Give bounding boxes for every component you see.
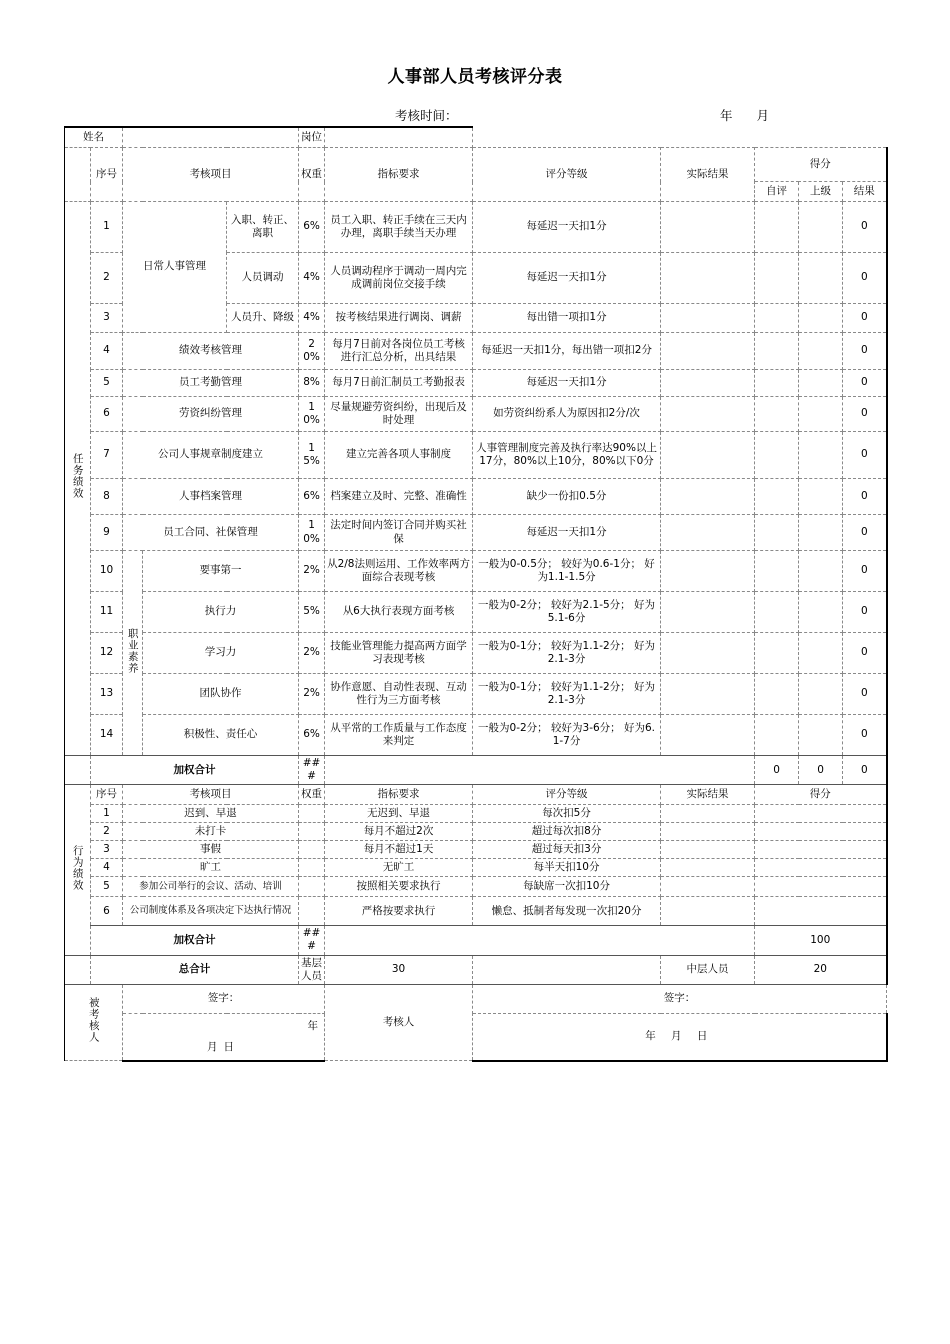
row-no: 7 xyxy=(91,432,123,479)
assessment-date-label: 考核时间： xyxy=(395,108,458,123)
row-no: 2 xyxy=(91,823,123,841)
row-actual[interactable] xyxy=(661,253,755,304)
row-item: 要事第一 xyxy=(143,551,299,592)
row-actual[interactable] xyxy=(661,715,755,756)
row-weight: 20% xyxy=(299,333,325,370)
row-grade: 超过每次扣8分 xyxy=(473,823,661,841)
behavior-header-row xyxy=(65,785,887,805)
row-item: 员工合同、社保管理 xyxy=(123,515,299,551)
row-result-score: 0 xyxy=(843,304,887,333)
row-no: 8 xyxy=(91,479,123,515)
post-label: 岗位 xyxy=(299,127,325,148)
row-score[interactable] xyxy=(755,877,887,897)
row-requirement: 每月不超过1天 xyxy=(325,841,473,859)
task-subtotal-blank xyxy=(325,756,755,785)
row-self-score[interactable] xyxy=(755,333,799,370)
page-title: 人事部人员考核评分表 xyxy=(387,67,563,87)
row-item: 参加公司举行的会议、活动、培训 xyxy=(123,877,299,897)
row-actual[interactable] xyxy=(661,805,755,823)
header-item: 考核项目 xyxy=(123,148,299,202)
row-grade: 每缺席一次扣10分 xyxy=(473,877,661,897)
header-self: 自评 xyxy=(755,182,799,202)
row-actual[interactable] xyxy=(661,370,755,397)
assessee-label: 被考核人 xyxy=(65,984,123,1061)
table-row xyxy=(65,333,887,370)
identity-blank-end xyxy=(843,127,887,148)
row-actual[interactable] xyxy=(661,202,755,253)
row-grade: 每延迟一天扣1分，每出错一项扣2分 xyxy=(473,333,661,370)
row-no: 3 xyxy=(91,841,123,859)
row-item: 人员调动 xyxy=(227,253,299,304)
row-superior-score[interactable] xyxy=(799,370,843,397)
row-no: 14 xyxy=(91,715,123,756)
table-row xyxy=(65,515,887,551)
row-grade: 每出错一项扣1分 xyxy=(473,304,661,333)
row-item: 绩效考核管理 xyxy=(123,333,299,370)
row-grade: 每半天扣10分 xyxy=(473,859,661,877)
table-row xyxy=(65,551,887,592)
task-subtotal-result: 0 xyxy=(843,756,887,785)
assessor-ymd: 年 月 日 xyxy=(645,1030,714,1043)
row-result-score: 0 xyxy=(843,432,887,479)
row-weight: 6% xyxy=(299,479,325,515)
row-score[interactable] xyxy=(755,859,887,877)
row-superior-score[interactable] xyxy=(799,551,843,592)
row-score[interactable] xyxy=(755,805,887,823)
behavior-header-grade: 评分等级 xyxy=(473,785,661,805)
header-result: 结果 xyxy=(843,182,887,202)
row-item: 人员升、降级 xyxy=(227,304,299,333)
row-score[interactable] xyxy=(755,897,887,926)
row-weight: 10% xyxy=(299,397,325,432)
row-grade: 一般为0-2分； 较好为3-6分； 好为6.1-7分 xyxy=(473,715,661,756)
row-self-score[interactable] xyxy=(755,715,799,756)
grand-total-row xyxy=(65,955,887,984)
row-requirement: 从2/8法则运用、工作效率两方面综合表现考核 xyxy=(325,551,473,592)
row-result-score: 0 xyxy=(843,515,887,551)
row-weight: 4% xyxy=(299,253,325,304)
row-self-score[interactable] xyxy=(755,202,799,253)
row-actual[interactable] xyxy=(661,841,755,859)
name-value[interactable] xyxy=(123,127,299,148)
row-requirement: 尽量规避劳资纠纷，出现后及时处理 xyxy=(325,397,473,432)
row-superior-score[interactable] xyxy=(799,397,843,432)
row-superior-score[interactable] xyxy=(799,333,843,370)
header-grade: 评分等级 xyxy=(473,148,661,202)
row-no: 6 xyxy=(91,397,123,432)
row-no: 5 xyxy=(91,877,123,897)
row-no: 12 xyxy=(91,633,123,674)
table-row xyxy=(65,715,887,756)
row-grade: 每次扣5分 xyxy=(473,805,661,823)
row-item: 公司制度体系及各项决定下达执行情况 xyxy=(123,897,299,926)
row-item: 执行力 xyxy=(143,592,299,633)
row-requirement: 员工入职、转正手续在三天内办理，离职手续当天办理 xyxy=(325,202,473,253)
row-weight xyxy=(299,823,325,841)
row-score[interactable] xyxy=(755,841,887,859)
row-result-score: 0 xyxy=(843,397,887,432)
table-row xyxy=(65,202,887,253)
table-row xyxy=(65,805,887,823)
row-requirement: 建立完善各项人事制度 xyxy=(325,432,473,479)
behavior-subtotal-blank xyxy=(325,926,755,955)
row-item: 学习力 xyxy=(143,633,299,674)
row-requirement: 每月7日前汇制员工考勤报表 xyxy=(325,370,473,397)
row-actual[interactable] xyxy=(661,859,755,877)
signature-row-bottom xyxy=(65,1013,887,1061)
row-self-score[interactable] xyxy=(755,479,799,515)
grand-total-level1-label: 基层人员 xyxy=(299,955,325,984)
row-grade: 每延迟一天扣1分 xyxy=(473,202,661,253)
row-no: 11 xyxy=(91,592,123,633)
grand-total-spacer xyxy=(65,955,91,984)
assessee-month-day: 月日 xyxy=(207,1040,241,1053)
identity-row xyxy=(65,127,887,148)
behavior-header-requirement: 指标要求 xyxy=(325,785,473,805)
row-result-score: 0 xyxy=(843,592,887,633)
row-grade: 如劳资纠纷系人为原因扣2分/次 xyxy=(473,397,661,432)
header-no: 序号 xyxy=(91,148,123,202)
assessee-year: 年 xyxy=(307,1019,319,1032)
row-weight: 6% xyxy=(299,202,325,253)
row-superior-score[interactable] xyxy=(799,515,843,551)
table-row xyxy=(65,370,887,397)
row-no: 10 xyxy=(91,551,123,592)
table-row xyxy=(65,841,887,859)
row-actual[interactable] xyxy=(661,592,755,633)
table-row xyxy=(65,479,887,515)
row-item: 员工考勤管理 xyxy=(123,370,299,397)
row-grade: 一般为0-1分； 较好为1.1-2分； 好为2.1-3分 xyxy=(473,674,661,715)
evaluation-table xyxy=(64,126,888,1062)
row-no: 1 xyxy=(91,805,123,823)
row-weight xyxy=(299,841,325,859)
behavior-subtotal-row xyxy=(65,926,887,955)
row-result-score: 0 xyxy=(843,633,887,674)
row-item: 迟到、早退 xyxy=(123,805,299,823)
row-no: 5 xyxy=(91,370,123,397)
table-row xyxy=(65,674,887,715)
table-row xyxy=(65,397,887,432)
grand-total-mid-blank xyxy=(473,955,661,984)
row-no: 6 xyxy=(91,897,123,926)
row-actual[interactable] xyxy=(661,479,755,515)
row-weight: 5% xyxy=(299,592,325,633)
table-row xyxy=(65,633,887,674)
row-self-score[interactable] xyxy=(755,397,799,432)
row-item: 公司人事规章制度建立 xyxy=(123,432,299,479)
row-item: 未打卡 xyxy=(123,823,299,841)
row-result-score: 0 xyxy=(843,333,887,370)
row-self-score[interactable] xyxy=(755,515,799,551)
behavior-subtotal-label: 加权合计 xyxy=(91,926,299,955)
row-self-score[interactable] xyxy=(755,592,799,633)
row-superior-score[interactable] xyxy=(799,633,843,674)
row-superior-score[interactable] xyxy=(799,432,843,479)
row-no: 3 xyxy=(91,304,123,333)
task-subtotal-label: 加权合计 xyxy=(91,756,299,785)
behavior-header-actual: 实际结果 xyxy=(661,785,755,805)
row-result-score: 0 xyxy=(843,253,887,304)
row-actual[interactable] xyxy=(661,333,755,370)
row-superior-score[interactable] xyxy=(799,715,843,756)
row-self-score[interactable] xyxy=(755,551,799,592)
row-requirement: 按照相关要求执行 xyxy=(325,877,473,897)
grand-total-label: 总合计 xyxy=(91,955,299,984)
assessor-sign-label: 签字： xyxy=(473,984,887,1013)
row-requirement: 法定时间内签订合同并购买社保 xyxy=(325,515,473,551)
row-grade: 每延迟一天扣1分 xyxy=(473,253,661,304)
row-result-score: 0 xyxy=(843,370,887,397)
row-grade: 一般为0-0.5分； 较好为0.6-1分； 好为1.1-1.5分 xyxy=(473,551,661,592)
name-label: 姓名 xyxy=(65,127,123,148)
row-requirement: 每月7日前对各岗位员工考核进行汇总分析，出具结果 xyxy=(325,333,473,370)
row-item: 团队协作 xyxy=(143,674,299,715)
row-superior-score[interactable] xyxy=(799,304,843,333)
row-actual[interactable] xyxy=(661,823,755,841)
row-self-score[interactable] xyxy=(755,674,799,715)
row-requirement: 人员调动程序于调动一周内完成调前岗位交接手续 xyxy=(325,253,473,304)
grand-total-level2-label: 中层人员 xyxy=(661,955,755,984)
row-self-score[interactable] xyxy=(755,304,799,333)
header-requirement: 指标要求 xyxy=(325,148,473,202)
row-group-professional-quality: 职业素养 xyxy=(123,551,143,756)
row-grade: 每延迟一天扣1分 xyxy=(473,370,661,397)
row-weight: 2% xyxy=(299,551,325,592)
table-row xyxy=(65,859,887,877)
row-item: 事假 xyxy=(123,841,299,859)
row-actual[interactable] xyxy=(661,304,755,333)
assessment-year-month: 年 月 xyxy=(720,108,779,123)
row-no: 9 xyxy=(91,515,123,551)
row-actual[interactable] xyxy=(661,877,755,897)
row-weight xyxy=(299,859,325,877)
row-actual[interactable] xyxy=(661,432,755,479)
row-self-score[interactable] xyxy=(755,370,799,397)
row-actual[interactable] xyxy=(661,515,755,551)
row-weight: 4% xyxy=(299,304,325,333)
assessor-label: 考核人 xyxy=(325,984,473,1061)
section-label-task: 任务绩效 xyxy=(65,202,91,756)
row-grade: 懒怠、抵制者每发现一次扣20分 xyxy=(473,897,661,926)
row-superior-score[interactable] xyxy=(799,253,843,304)
grand-total-level1-value[interactable]: 30 xyxy=(325,955,473,984)
row-actual[interactable] xyxy=(661,551,755,592)
row-no: 2 xyxy=(91,253,123,304)
row-item: 积极性、责任心 xyxy=(143,715,299,756)
behavior-header-weight: 权重 xyxy=(299,785,325,805)
row-requirement: 技能业管理能力提高两方面学习表现考核 xyxy=(325,633,473,674)
assessor-date[interactable] xyxy=(473,1013,887,1061)
behavior-header-no: 序号 xyxy=(91,785,123,805)
row-grade: 每延迟一天扣1分 xyxy=(473,515,661,551)
table-header-row xyxy=(65,148,887,182)
table-row xyxy=(65,592,887,633)
header-actual: 实际结果 xyxy=(661,148,755,202)
row-grade: 一般为0-1分； 较好为1.1-2分； 好为2.1-3分 xyxy=(473,633,661,674)
table-row xyxy=(65,877,887,897)
row-requirement: 从平常的工作质量与工作态度来判定 xyxy=(325,715,473,756)
row-result-score: 0 xyxy=(843,202,887,253)
row-requirement: 严格按要求执行 xyxy=(325,897,473,926)
identity-blank xyxy=(473,127,843,148)
header-section-spacer xyxy=(65,148,91,202)
row-superior-score[interactable] xyxy=(799,202,843,253)
row-result-score: 0 xyxy=(843,551,887,592)
row-self-score[interactable] xyxy=(755,432,799,479)
behavior-header-score: 得分 xyxy=(755,785,887,805)
task-subtotal-weight: ### xyxy=(299,756,325,785)
grand-total-level2-value[interactable]: 20 xyxy=(755,955,887,984)
header-weight: 权重 xyxy=(299,148,325,202)
row-weight xyxy=(299,897,325,926)
section-label-behavior: 行为绩效 xyxy=(65,785,91,955)
row-requirement: 档案建立及时、完整、准确性 xyxy=(325,479,473,515)
row-weight: 8% xyxy=(299,370,325,397)
header-superior: 上级 xyxy=(799,182,843,202)
behavior-header-item: 考核项目 xyxy=(123,785,299,805)
row-requirement: 按考核结果进行调岗、调薪 xyxy=(325,304,473,333)
row-item: 人事档案管理 xyxy=(123,479,299,515)
post-value[interactable] xyxy=(325,127,473,148)
task-subtotal-self: 0 xyxy=(755,756,799,785)
row-grade: 缺少一份扣0.5分 xyxy=(473,479,661,515)
row-requirement: 无迟到、早退 xyxy=(325,805,473,823)
subtotal-spacer xyxy=(65,756,91,785)
table-row xyxy=(65,823,887,841)
row-actual[interactable] xyxy=(661,897,755,926)
row-self-score[interactable] xyxy=(755,633,799,674)
row-group-daily-hr: 日常人事管理 xyxy=(123,202,227,333)
row-no: 4 xyxy=(91,333,123,370)
row-weight: 6% xyxy=(299,715,325,756)
row-no: 1 xyxy=(91,202,123,253)
row-item: 旷工 xyxy=(123,859,299,877)
task-subtotal-superior: 0 xyxy=(799,756,843,785)
row-requirement: 从6大执行表现方面考核 xyxy=(325,592,473,633)
row-self-score[interactable] xyxy=(755,253,799,304)
row-result-score: 0 xyxy=(843,715,887,756)
task-subtotal-row xyxy=(65,756,887,785)
assessee-sign-label: 签字： xyxy=(123,984,325,1013)
table-row xyxy=(65,432,887,479)
row-actual[interactable] xyxy=(661,674,755,715)
row-grade: 一般为0-2分； 较好为2.1-5分； 好为5.1-6分 xyxy=(473,592,661,633)
row-item: 入职、转正、离职 xyxy=(227,202,299,253)
row-weight: 2% xyxy=(299,674,325,715)
row-weight xyxy=(299,805,325,823)
row-grade: 超过每天扣3分 xyxy=(473,841,661,859)
row-no: 4 xyxy=(91,859,123,877)
row-weight xyxy=(299,877,325,897)
row-weight: 10% xyxy=(299,515,325,551)
assessee-date[interactable] xyxy=(123,1013,325,1061)
table-row xyxy=(65,897,887,926)
row-weight: 2% xyxy=(299,633,325,674)
row-grade: 人事管理制度完善及执行率达90%以上17分，80%以上10分，80%以下0分 xyxy=(473,432,661,479)
header-score: 得分 xyxy=(755,148,887,182)
row-superior-score[interactable] xyxy=(799,592,843,633)
row-item: 劳资纠纷管理 xyxy=(123,397,299,432)
row-superior-score[interactable] xyxy=(799,674,843,715)
row-result-score: 0 xyxy=(843,674,887,715)
row-actual[interactable] xyxy=(661,633,755,674)
assessment-date-row xyxy=(65,104,895,126)
row-actual[interactable] xyxy=(661,397,755,432)
row-requirement: 每月不超过2次 xyxy=(325,823,473,841)
row-requirement: 无旷工 xyxy=(325,859,473,877)
behavior-subtotal-weight: ### xyxy=(299,926,325,955)
row-no: 13 xyxy=(91,674,123,715)
row-result-score: 0 xyxy=(843,479,887,515)
signature-row-top xyxy=(65,984,887,1013)
row-weight: 15% xyxy=(299,432,325,479)
row-score[interactable] xyxy=(755,823,887,841)
behavior-subtotal-score: 100 xyxy=(755,926,887,955)
row-superior-score[interactable] xyxy=(799,479,843,515)
row-requirement: 协作意愿、自动性表现、互动性行为三方面考核 xyxy=(325,674,473,715)
